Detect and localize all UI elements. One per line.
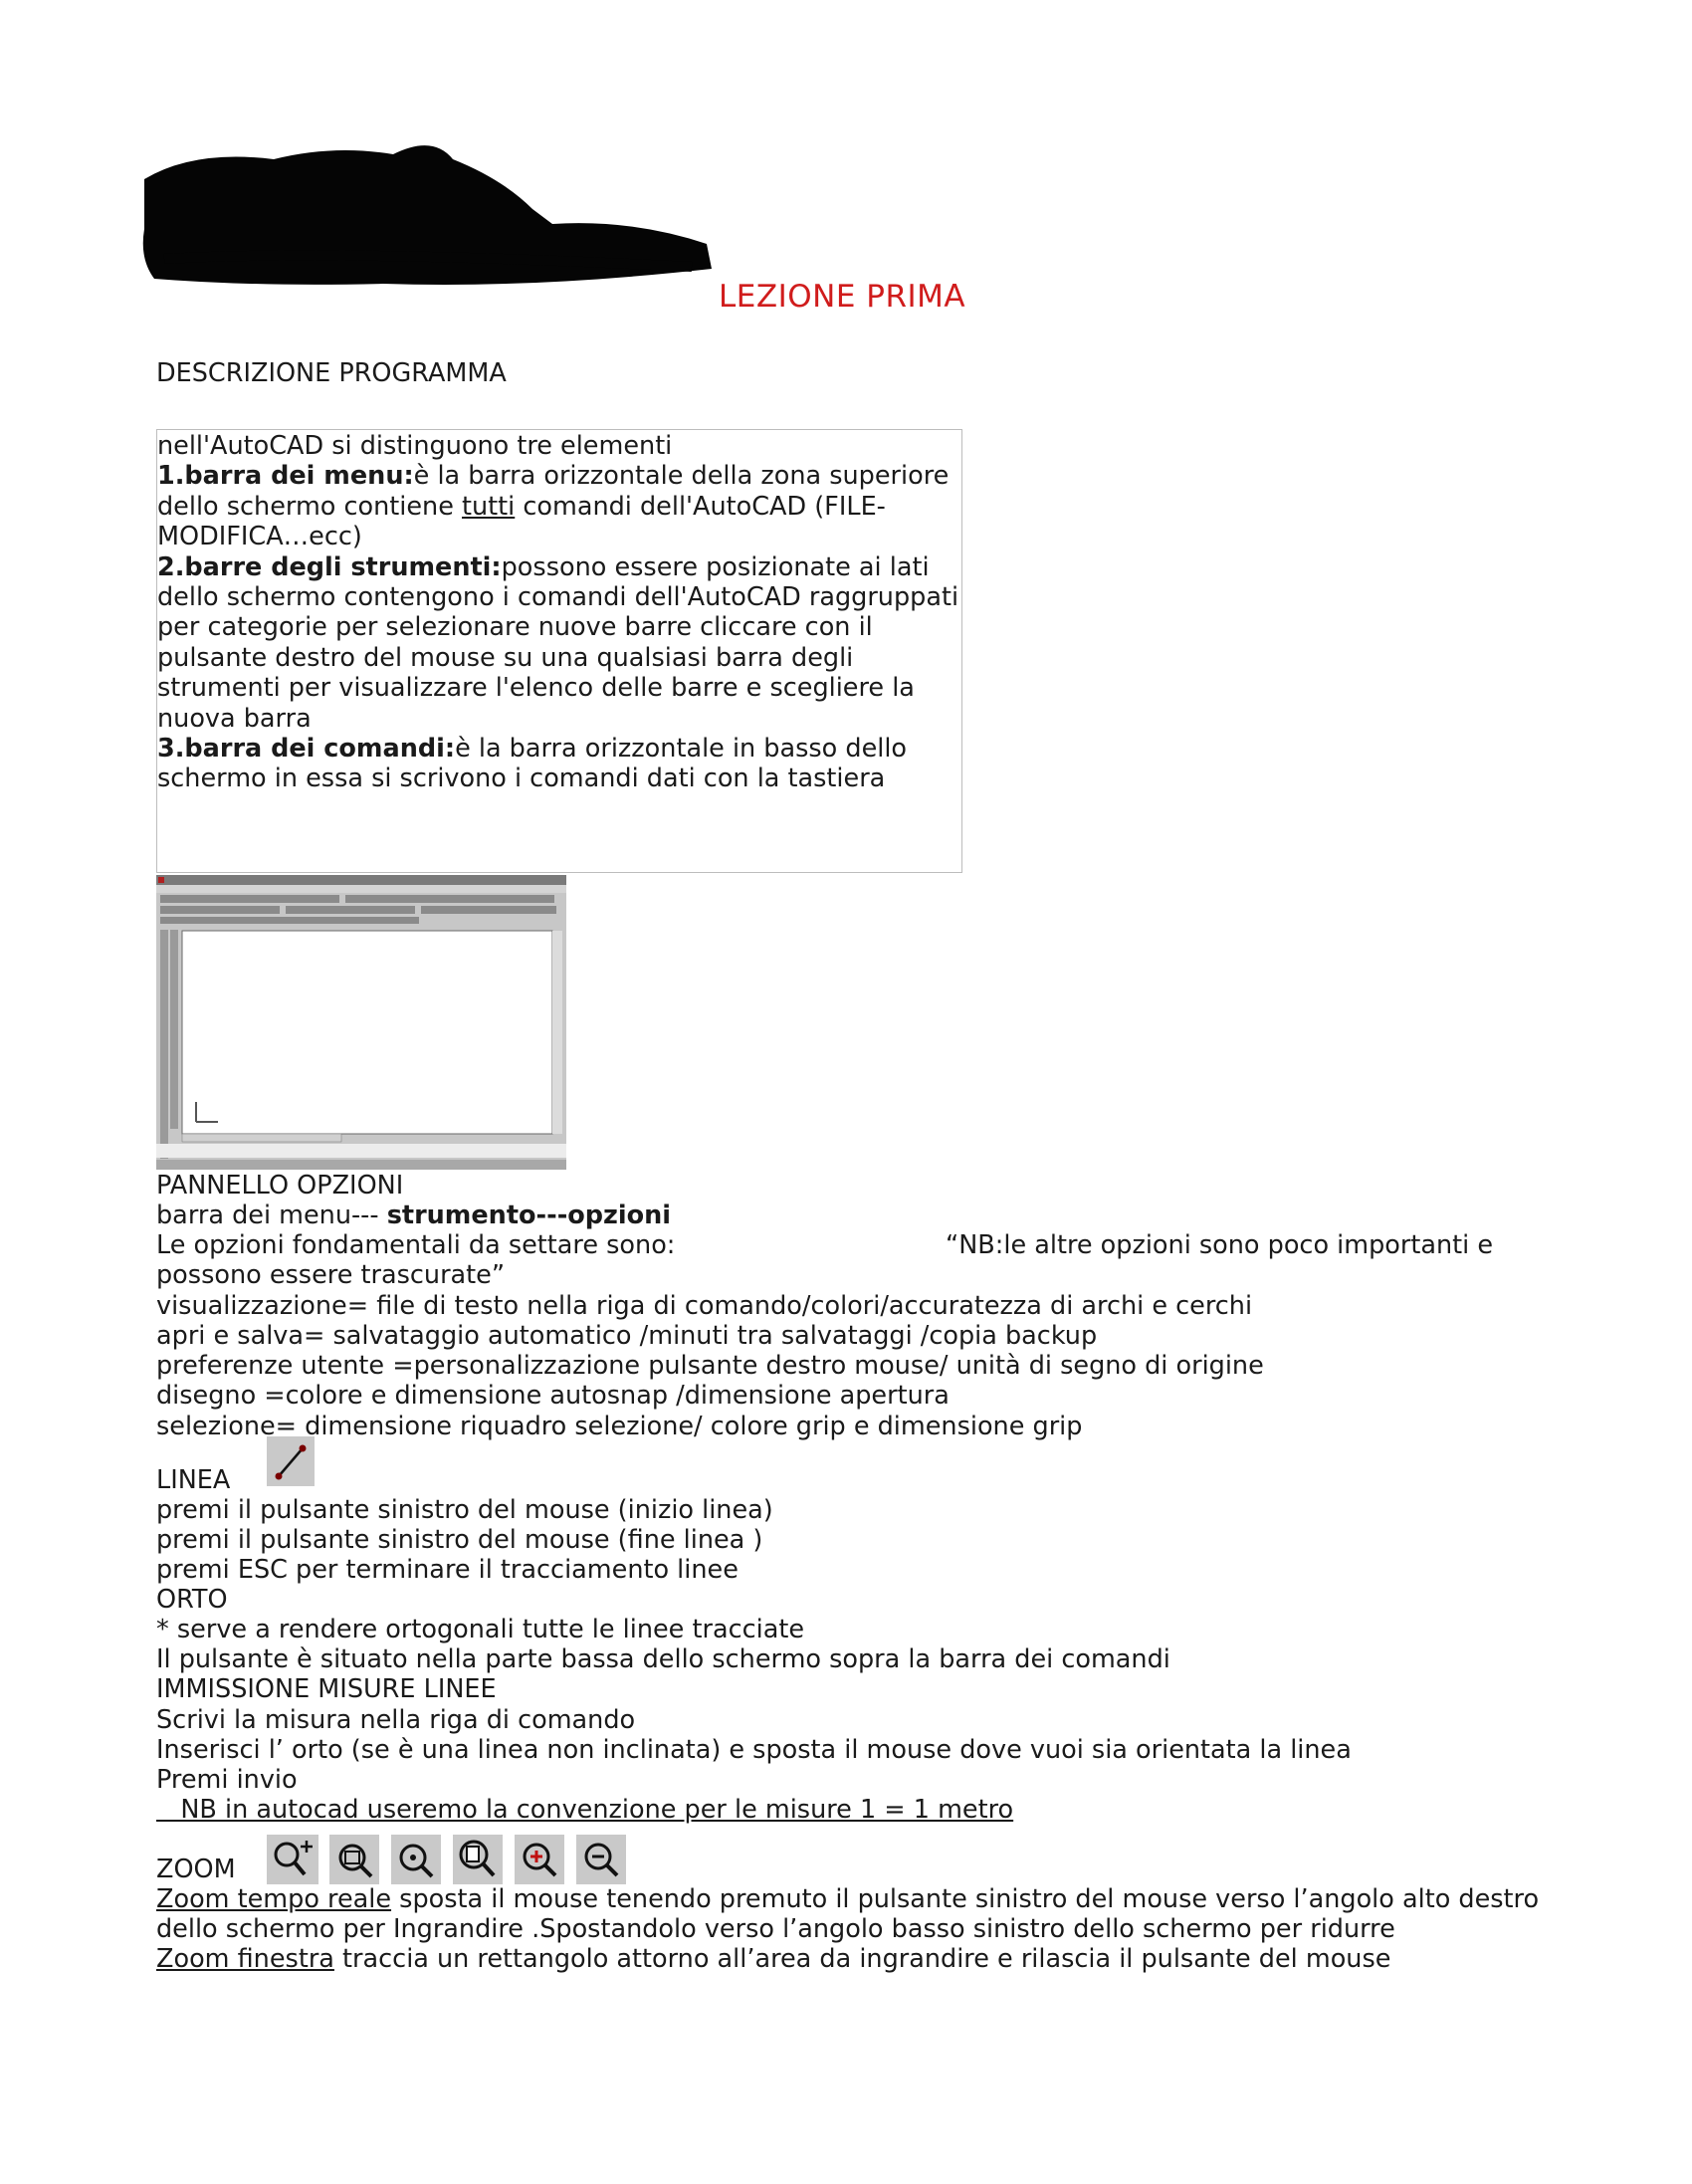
item3-text: è la barra orizzontale in basso dello [455, 734, 908, 764]
section-heading-zoom: ZOOM [156, 1855, 236, 1884]
zoom-description: sposta il mouse tenendo premuto il pulsante sinistro del mouse verso l’angolo alto destro [391, 1884, 1540, 1914]
zoom-window-term: Zoom finestra [156, 1944, 334, 1974]
zoom-dynamic-icon [391, 1835, 441, 1884]
item2-text: nuova barra [157, 703, 312, 734]
options-intro: Le opzioni fondamentali da settare sono: [156, 1230, 676, 1260]
section-heading-descrizione: DESCRIZIONE PROGRAMMA [156, 358, 507, 388]
item2-text: per categorie per selezionare nuove barre cliccare con il [157, 612, 873, 643]
misure-line: Scrivi la misura nella riga di comando [156, 1705, 636, 1735]
item1-text: dello schermo contiene [157, 491, 462, 522]
zoom-window-icon [329, 1835, 379, 1884]
line-step: premi il pulsante sinistro del mouse (fine linea ) [156, 1525, 763, 1555]
item3-title: 3.barra dei comandi: [157, 734, 456, 764]
option-line: visualizzazione= file di testo nella riga di comando/colori/accuratezza di archi e cerchi [156, 1291, 1253, 1321]
redaction-scribble [134, 139, 722, 289]
section-heading-opzioni: PANNELLO OPZIONI [156, 1171, 404, 1201]
option-line: preferenze utente =personalizzazione pulsante destro mouse/ unità di segno di origine [156, 1351, 1264, 1381]
item1-text: è la barra orizzontale della zona superiore [413, 461, 950, 492]
option-line: apri e salva= salvataggio automatico /minuti tra salvataggi /copia backup [156, 1321, 1098, 1351]
orto-line: * serve a rendere ortogonali tutte le linee tracciate [156, 1615, 805, 1644]
line-tool-icon [267, 1436, 315, 1486]
zoom-extents-icon [453, 1835, 503, 1884]
misure-line: Premi invio [156, 1765, 298, 1795]
item2-text: dello schermo contengono i comandi dell'AutoCAD raggruppati [157, 582, 959, 613]
zoom-toolbar [267, 1833, 635, 1886]
orto-line: Il pulsante è situato nella parte bassa dello schermo sopra la barra dei comandi [156, 1644, 1170, 1674]
section-heading-misure: IMMISSIONE MISURE LINEE [156, 1674, 497, 1704]
item2-text: possono essere posizionate ai lati [501, 551, 930, 582]
misure-line: Inserisci l’ orto (se è una linea non inclinata) e sposta il mouse dove vuoi sia orientata la linea [156, 1735, 1352, 1765]
item2-text: strumenti per visualizzare l'elenco delle barre e scegliere la [157, 673, 915, 704]
section-heading-linea: LINEA [156, 1465, 231, 1495]
zoom-realtime-term: Zoom tempo reale [156, 1884, 392, 1914]
zoom-realtime-icon [267, 1835, 318, 1884]
autocad-screenshot [156, 875, 566, 1170]
options-note: “NB:le altre opzioni sono poco importanti e [946, 1230, 1494, 1260]
option-line: selezione= dimensione riquadro selezione/ colore grip e dimensione grip [156, 1412, 1083, 1441]
zoom-description: traccia un rettangolo attorno all’area da ingrandire e rilascia il pulsante del mouse [333, 1944, 1391, 1974]
item2-title: 2.barre degli strumenti: [157, 551, 502, 582]
underlined-word: tutti [462, 491, 516, 522]
zoom-out-icon [576, 1835, 626, 1884]
zoom-description: dello schermo per Ingrandire .Spostandolo verso l’angolo basso sinistro dello schermo per ridurre [156, 1914, 1395, 1944]
item1-title: 1.barra dei menu: [157, 461, 414, 492]
menu-path: barra dei menu--- [156, 1201, 387, 1230]
lesson-title: LEZIONE PRIMA [719, 279, 966, 315]
zoom-in-icon [515, 1835, 564, 1884]
box-intro: nell'AutoCAD si distinguono tre elementi [157, 431, 673, 461]
option-line: disegno =colore e dimensione autosnap /dimensione apertura [156, 1381, 950, 1411]
item1-text: MODIFICA…ecc) [157, 522, 362, 552]
item1-text: comandi dell'AutoCAD (FILE- [515, 491, 886, 522]
line-step: premi ESC per terminare il tracciamento linee [156, 1555, 739, 1585]
item3-text: schermo in essa si scrivono i comandi dati con la tastiera [157, 764, 886, 794]
description-box [156, 429, 962, 873]
line-step: premi il pulsante sinistro del mouse (inizio linea) [156, 1495, 773, 1525]
measure-convention-note: NB in autocad useremo la convenzione per le misure 1 = 1 metro [156, 1795, 1014, 1825]
item2-text: pulsante destro del mouse su una qualsiasi barra degli [157, 642, 854, 673]
options-note: possono essere trascurate” [156, 1260, 506, 1290]
section-heading-orto: ORTO [156, 1585, 228, 1615]
menu-path-bold: strumento---opzioni [386, 1201, 672, 1230]
